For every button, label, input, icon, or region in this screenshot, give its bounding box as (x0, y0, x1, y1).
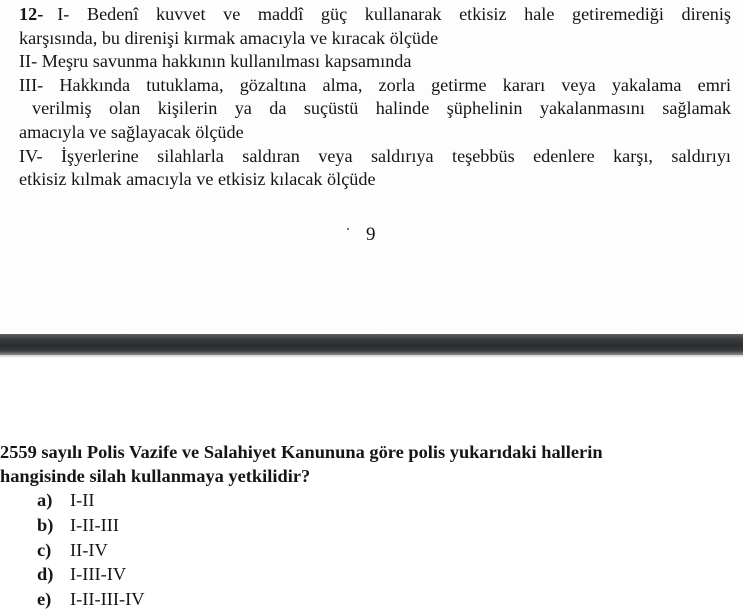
statement-line-2: karşısında, bu direnişi kırmak amacıyla ve kıracak ölçüde (19, 27, 439, 48)
option-text: II-IV (70, 539, 108, 560)
option-letter: c) (37, 539, 52, 560)
statement-line-3: II- Meşru savunma hakkının kullanılması kapsamında (19, 51, 412, 72)
option-letter: d) (37, 564, 54, 585)
question-line-2: hangisinde silah kullanmaya yetkilidir? (0, 465, 311, 486)
page-number: 9 (366, 224, 376, 245)
option-text: I-II (70, 490, 95, 510)
question-text (0, 441, 743, 488)
statement-line-1 (19, 3, 731, 27)
page-divider-bar (0, 334, 743, 355)
option-text: I-III-IV (70, 564, 127, 585)
statement-i-part-1: I- Bedenî kuvvet ve maddî güç kullanarak etkisiz hale getiremediği direniş (57, 4, 731, 24)
option-c[interactable] (37, 538, 145, 563)
scan-speck (347, 228, 349, 230)
option-b[interactable] (37, 513, 145, 538)
statement-line-6: amacıyla ve sağlayacak ölçüde (19, 121, 244, 142)
statement-line-5: verilmiş olan kişilerin ya da suçüstü halinde şüphelinin yakalanmasını sağlamak (32, 98, 731, 119)
statement-line-8: etkisiz kılmak amacıyla ve etkisiz kılacak ölçüde (19, 169, 376, 190)
option-e[interactable] (37, 587, 145, 612)
option-a[interactable] (37, 488, 145, 513)
question-line-1: 2559 sayılı Polis Vazife ve Salahiyet Kanununa göre polis yukarıdaki hallerin (0, 442, 603, 462)
answer-options (37, 488, 145, 612)
option-text: I-II-III (70, 514, 119, 535)
option-letter: e) (37, 589, 52, 610)
question-statements (19, 3, 731, 192)
statement-line-7: IV- İşyerlerine silahlarla saldıran veya saldırıya teşebbüs edenlere karşı, saldırıyı (19, 145, 731, 166)
question-number: 12- (19, 4, 44, 24)
option-text: I-II-III-IV (70, 589, 145, 610)
option-letter: a) (37, 490, 53, 510)
option-d[interactable] (37, 562, 145, 587)
statement-line-4: III- Hakkında tutuklama, gözaltına alma, zorla getirme kararı veya yakalama emri (19, 74, 731, 95)
option-letter: b) (37, 514, 54, 535)
